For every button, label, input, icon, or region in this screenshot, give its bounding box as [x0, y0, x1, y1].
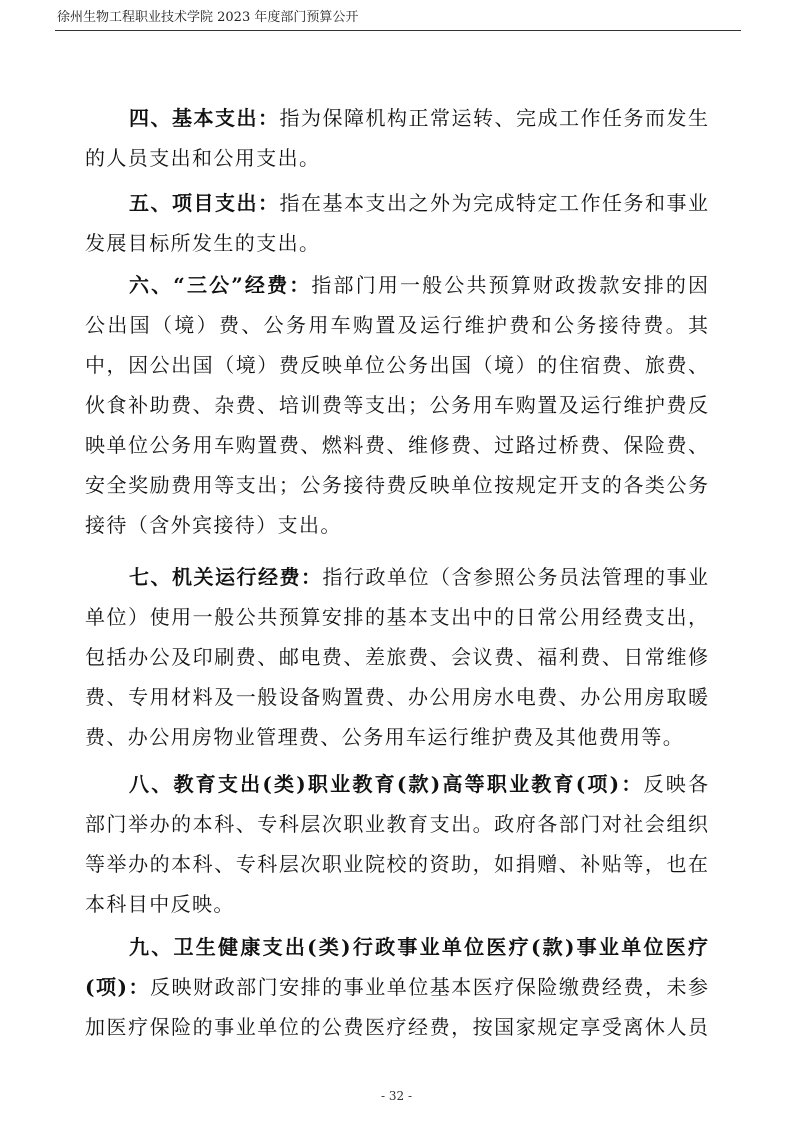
text-line — [85, 597, 708, 637]
definition-text: 部门举办的本科、专科层次职业教育支出。政府各部门对社会组织 — [85, 812, 708, 836]
text-line — [85, 305, 708, 345]
text-line — [85, 717, 708, 757]
text-line — [85, 637, 708, 677]
text-line — [85, 884, 708, 924]
definition-text: 等举办的本科、专科层次职业院校的资助，如捐赠、补贴等，也在 — [85, 852, 708, 876]
definition-text: 费、办公用房物业管理费、公务用车运行维护费及其他费用等。 — [85, 725, 685, 749]
definition-text: 发展目标所发生的支出。 — [85, 231, 321, 255]
paragraph-education-expenditure — [85, 764, 708, 924]
text-line — [85, 967, 708, 1007]
text-line — [85, 1007, 708, 1047]
definition-text: 指在基本支出之外为完成特定工作任务和事业 — [279, 191, 708, 215]
term-heading: 五、项目支出： — [129, 191, 280, 215]
term-heading: 四、基本支出： — [129, 106, 280, 130]
definition-text: 中，因公出国（境）费反映单位公务出国（境）的住宿费、旅费、 — [85, 353, 708, 377]
definition-text: 接待（含外宾接待）支出。 — [85, 513, 342, 537]
text-line — [85, 764, 708, 804]
text-line — [85, 223, 708, 263]
text-line — [85, 425, 708, 465]
definition-text: 安全奖励费用等支出；公务接待费反映单位按规定开支的各类公务 — [85, 473, 708, 497]
definition-text: 本科目中反映。 — [85, 892, 235, 916]
definition-text: 费、专用材料及一般设备购置费、办公用房水电费、办公用房取暖 — [85, 685, 708, 709]
definition-text: 映单位公务用车购置费、燃料费、维修费、过路过桥费、保险费、 — [85, 433, 708, 457]
text-line — [85, 183, 708, 223]
definition-text: 的人员支出和公用支出。 — [85, 146, 321, 170]
text-line — [85, 505, 708, 545]
text-line — [85, 677, 708, 717]
header-divider — [55, 30, 741, 31]
text-line — [85, 844, 708, 884]
running-header-title: 徐州生物工程职业技术学院 2023 年度部门预算公开 — [57, 10, 359, 25]
paragraph-operating-expenses — [85, 557, 708, 757]
text-line — [85, 557, 708, 597]
text-line — [85, 265, 708, 305]
term-heading: 六、“三公”经费： — [129, 273, 312, 297]
paragraph-project-expenditure — [85, 183, 708, 263]
term-heading: 七、机关运行经费： — [129, 565, 323, 589]
definition-text: 反映各 — [643, 772, 708, 796]
definition-text: 加医疗保险的事业单位的公费医疗经费，按国家规定享受离休人员 — [85, 1015, 708, 1039]
definition-text: 指部门用一般公共预算财政拨款安排的因 — [311, 273, 708, 297]
term-heading: 八、教育支出(类)职业教育(款)高等职业教育(项)： — [129, 772, 644, 796]
paragraph-basic-expenditure — [85, 98, 708, 178]
text-line — [85, 804, 708, 844]
text-line — [85, 465, 708, 505]
text-line — [85, 98, 708, 138]
definition-text: 反映财政部门安排的事业单位基本医疗保险缴费经费，未参 — [150, 975, 708, 999]
text-line — [85, 927, 708, 967]
definition-text: 指为保障机构正常运转、完成工作任务而发生 — [279, 106, 708, 130]
term-heading-continued: (项)： — [85, 975, 151, 999]
paragraph-three-public-expenses — [85, 265, 708, 545]
definition-text: 包括办公及印刷费、邮电费、差旅费、会议费、福利费、日常维修 — [85, 645, 708, 669]
definition-text: 指行政单位（含参照公务员法管理的事业 — [322, 565, 708, 589]
page-number: - 32 - — [380, 1089, 412, 1103]
definition-text: 公出国（境）费、公务用车购置及运行维护费和公务接待费。其 — [85, 313, 708, 337]
definition-text: 伙食补助费、杂费、培训费等支出；公务用车购置及运行维护费反 — [85, 393, 708, 417]
term-heading: 九、卫生健康支出(类)行政事业单位医疗(款)事业单位医疗 — [129, 935, 708, 959]
paragraph-health-expenditure — [85, 927, 708, 1047]
text-line — [85, 385, 708, 425]
text-line — [85, 345, 708, 385]
text-line — [85, 138, 708, 178]
definition-text: 单位）使用一般公共预算安排的基本支出中的日常公用经费支出， — [85, 605, 708, 629]
